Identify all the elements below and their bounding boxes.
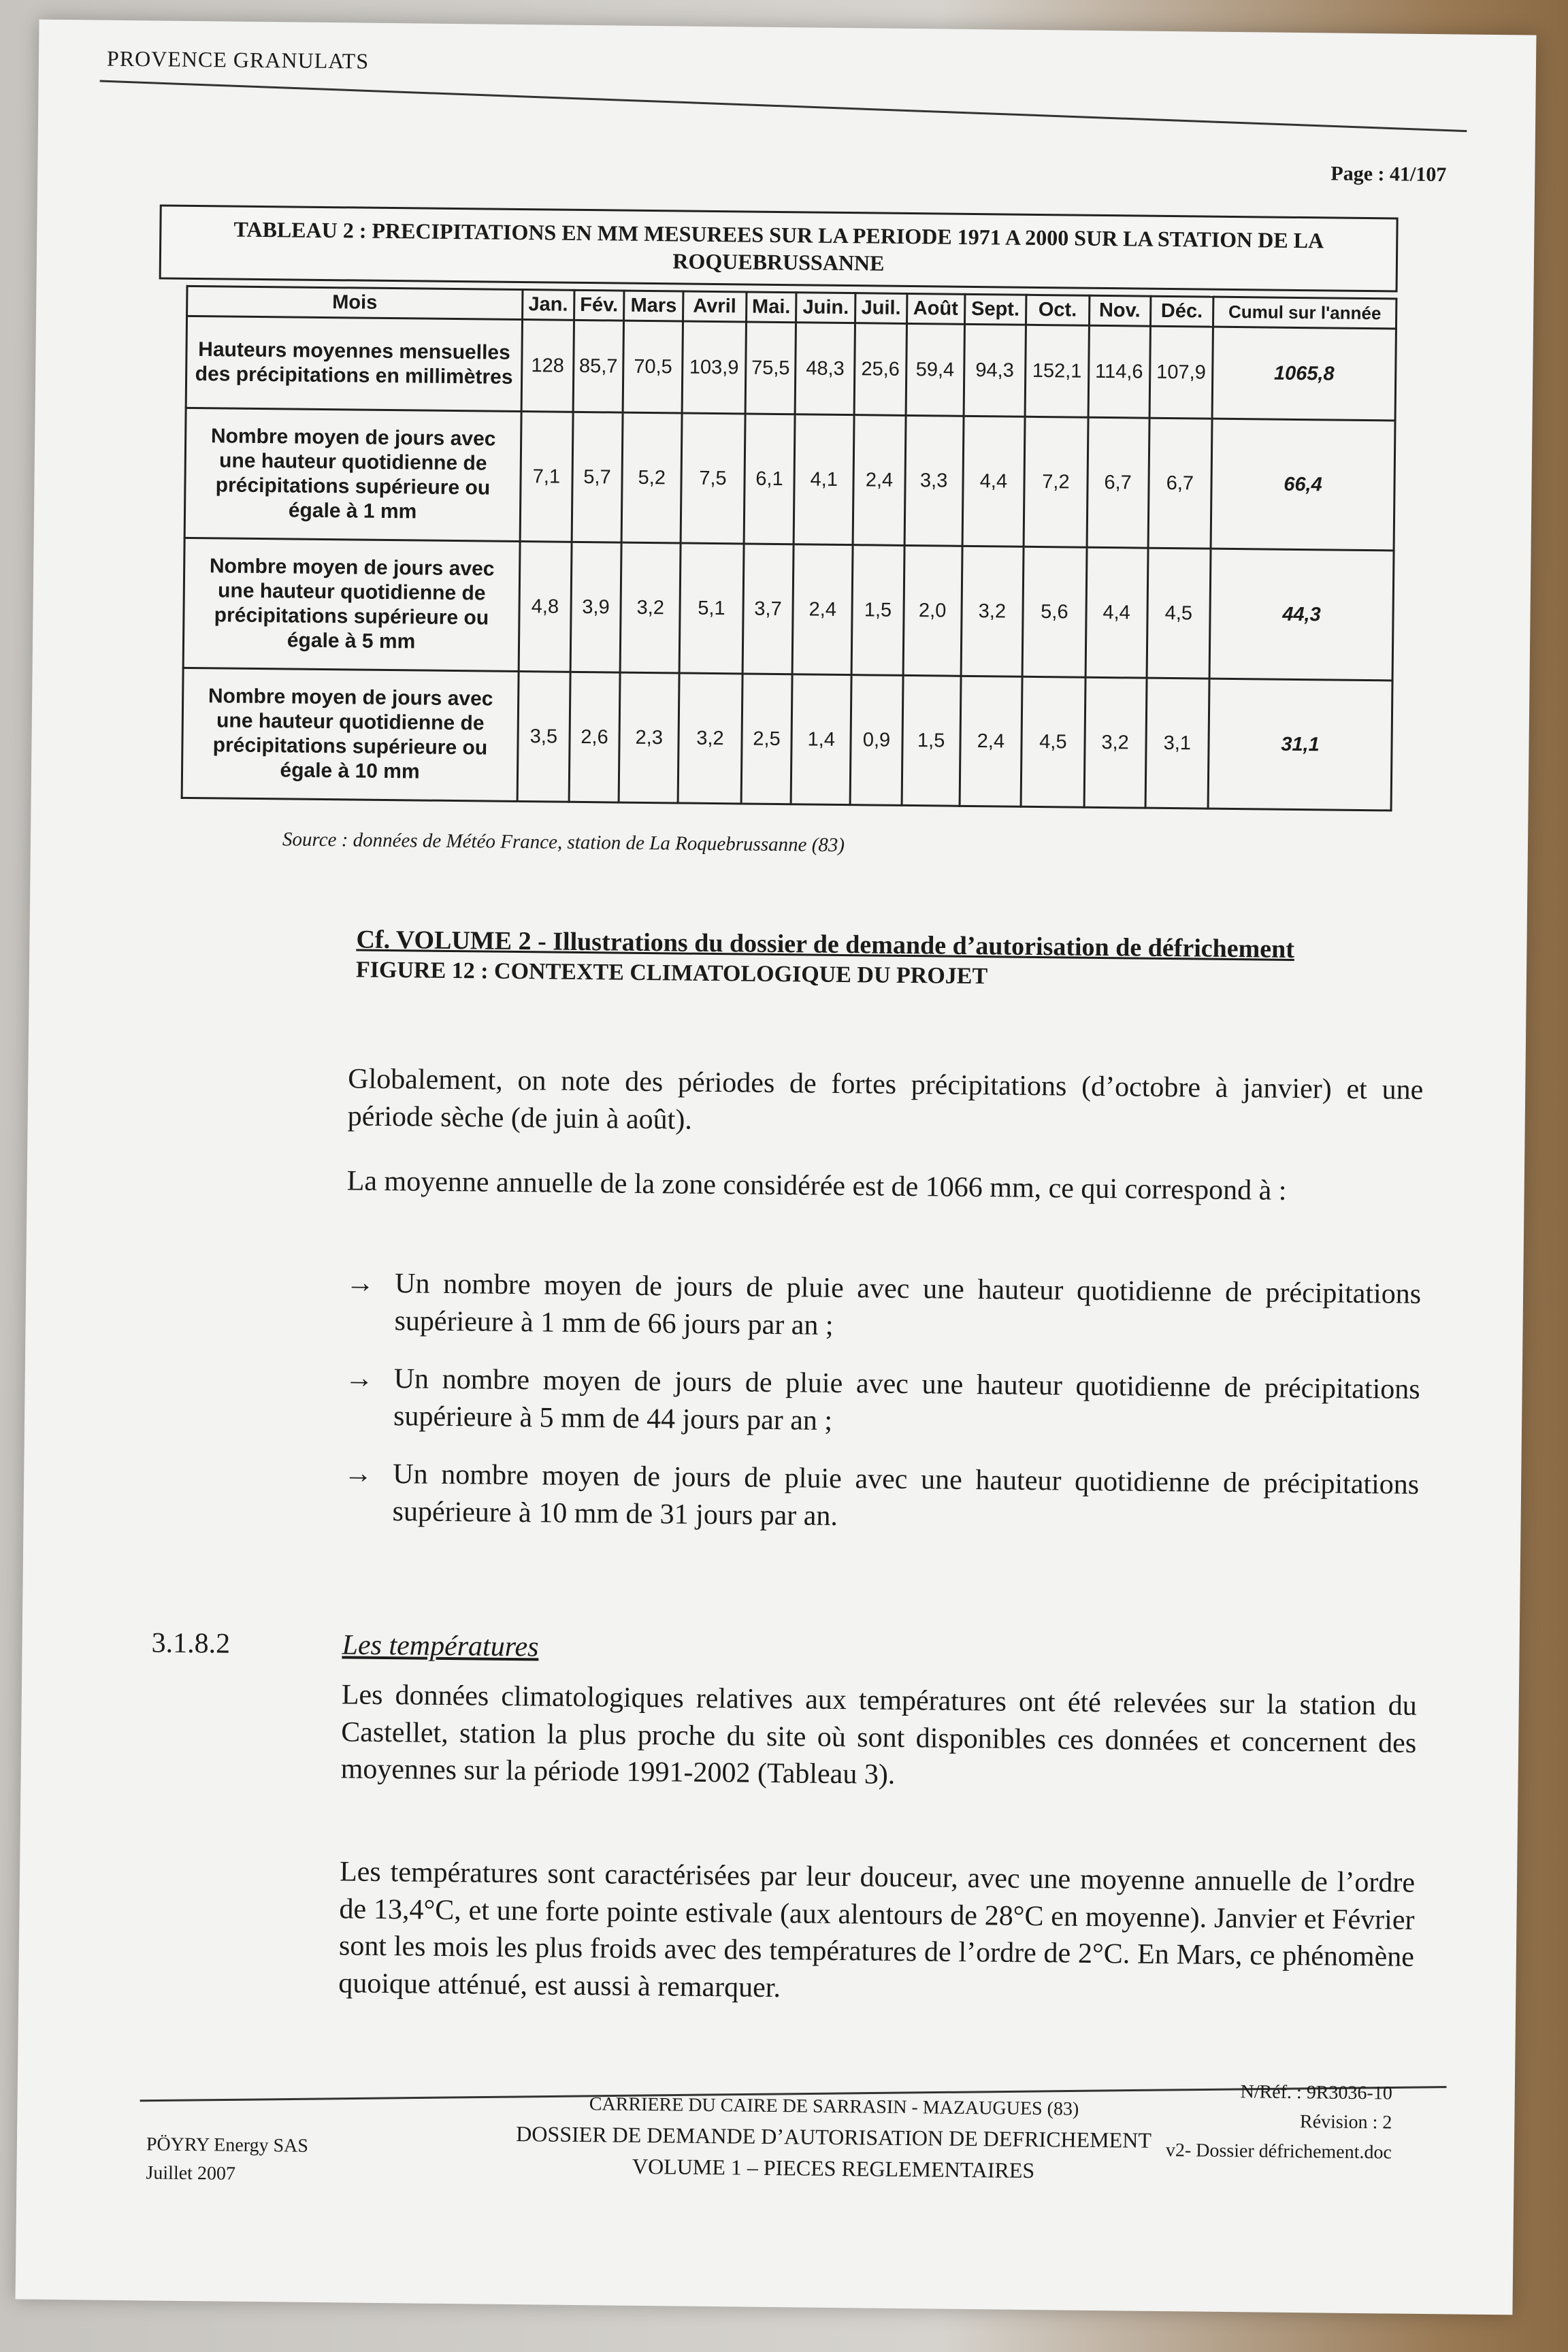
row-label: Nombre moyen de jours avec une hauteur quotidienne de précipitations supérieure ou égale à 5 mm [183, 538, 520, 671]
table-cell: 48,3 [795, 323, 855, 415]
bullet-text: Un nombre moyen de jours de pluie avec une hauteur quotidienne de précipitations supérieure à 10 mm de 31 jours par an. [392, 1458, 1420, 1532]
table-row [183, 538, 1394, 681]
table-cell: 2,3 [619, 672, 679, 803]
table-cell: 114,6 [1088, 325, 1150, 418]
footer-date: Juillet 2007 [146, 2162, 236, 2185]
bullet-item [343, 1455, 1419, 1541]
paragraph: Globalement, on note des périodes de fortes précipitations (d’octobre à janvier) et une période sèche (de juin à août). [347, 1063, 1424, 1136]
table-cell: 2,4 [960, 676, 1023, 806]
table-cell: 1,5 [851, 545, 904, 676]
header-cell: Jan. [523, 290, 574, 321]
header-cell: Nov. [1089, 295, 1150, 326]
table-cell: 6,1 [744, 414, 796, 544]
table-row [182, 668, 1392, 811]
table-cell: 7,2 [1024, 416, 1088, 547]
table-cell: 3,2 [1084, 677, 1147, 808]
table-cell: 103,9 [682, 321, 746, 414]
table-cell: 0,9 [850, 675, 903, 806]
table-cell: 5,7 [572, 412, 623, 542]
header-cell: Déc. [1150, 296, 1213, 327]
table-cell: 3,2 [961, 546, 1024, 676]
table-cell: 94,3 [964, 324, 1026, 416]
table-cell: 4,5 [1147, 548, 1211, 679]
footer-right [1166, 2076, 1392, 2168]
header-cell: Mois [187, 286, 523, 319]
footer-left [146, 2130, 308, 2189]
cross-reference: Cf. VOLUME 2 - Illustrations du dossier de demande d’autorisation de défrichement [356, 925, 1295, 964]
arrow-icon: → [344, 1458, 373, 1490]
table-cell: 25,6 [854, 323, 906, 416]
row-label: Hauteurs moyennes mensuelles des précipitations en millimètres [186, 316, 522, 411]
bullet-item [344, 1360, 1420, 1446]
table-cell: 59,4 [906, 323, 964, 416]
page-number: Page : 41/107 [1330, 162, 1447, 186]
table-cell: 1,5 [902, 675, 961, 806]
header-cell: Avril [683, 291, 747, 322]
table-cell: 1,4 [791, 674, 851, 805]
table-cell: 3,3 [904, 415, 964, 546]
table-cell: 4,4 [1085, 547, 1148, 678]
header-company: PROVENCE GRANULATS [106, 46, 370, 74]
section-number: 3.1.8.2 [151, 1627, 231, 1660]
header-cell: Oct. [1026, 295, 1090, 325]
section-title: Les températures [342, 1629, 539, 1663]
table-cell: 152,1 [1025, 325, 1089, 417]
table-cell: 2,4 [792, 544, 853, 675]
table-cell: 7,5 [681, 413, 745, 544]
header-cell: Cumul sur l'année [1213, 297, 1396, 329]
footer-file: v2- Dossier défrichement.doc [1165, 2139, 1392, 2163]
table-cell: 107,9 [1149, 326, 1213, 419]
table-cell-total: 1065,8 [1212, 327, 1396, 421]
footer-revision: Révision : 2 [1299, 2111, 1392, 2134]
table-cell: 3,2 [620, 542, 681, 673]
table-cell: 3,5 [517, 672, 570, 802]
paragraph: Les données climatologiques relatives aux températures ont été relevées sur la station du Castellet, station la plus proche du site où sont disponibles ces données et concernent des moyennes sur la période 1991-2002 (Tableau 3). [340, 1679, 1417, 1791]
header-cell: Août [906, 293, 964, 324]
table-cell: 128 [521, 320, 574, 412]
footer-center [493, 2090, 1174, 2188]
header-cell: Fév. [574, 290, 624, 321]
footer-volume: VOLUME 1 – PIECES REGLEMENTAIRES [632, 2153, 1035, 2183]
table-cell: 6,7 [1148, 418, 1212, 549]
footer-project: CARRIERE DU CAIRE DE SARRASIN - MAZAUGUES (83) [589, 2093, 1079, 2120]
header-cell: Juin. [796, 293, 855, 323]
row-label: Nombre moyen de jours avec une hauteur quotidienne de précipitations supérieure ou égale à 1 mm [184, 408, 521, 541]
arrow-icon: → [344, 1362, 374, 1394]
table-cell: 4,8 [519, 542, 572, 672]
table-cell: 2,5 [741, 674, 793, 804]
table-cell: 5,6 [1022, 546, 1086, 677]
table-cell: 3,2 [678, 673, 742, 804]
table-row [184, 408, 1395, 551]
table-row [186, 316, 1396, 421]
table-cell: 70,5 [623, 321, 683, 413]
header-cell: Sept. [964, 294, 1026, 325]
paragraph: La moyenne annuelle de la zone considérée est de 1066 mm, ce qui correspond à : [346, 1165, 1287, 1207]
header-rule [100, 80, 1467, 133]
footer-company: PÖYRY Energy SAS [146, 2134, 309, 2157]
row-label: Nombre moyen de jours avec une hauteur quotidienne de précipitations supérieure ou égale à 10 mm [182, 668, 519, 801]
header-cell: Mars [624, 291, 683, 321]
figure-caption: FIGURE 12 : CONTEXTE CLIMATOLOGIQUE DU PROJET [355, 957, 988, 990]
table-cell: 85,7 [573, 320, 624, 412]
table-title-text: TABLEAU 2 : PRECIPITATIONS EN MM MESUREES SUR LA PERIODE 1971 A 2000 SUR LA STATION DE LA ROQUEBRUSSANNE [233, 216, 1324, 276]
table-cell-total: 66,4 [1211, 419, 1395, 551]
table-cell: 4,4 [962, 416, 1026, 546]
table-cell-total: 44,3 [1209, 549, 1394, 681]
table-cell: 3,1 [1145, 678, 1209, 808]
paragraph: Les températures sont caractérisées par leur douceur, avec une moyenne annuelle de l’ordre de 13,4°C, et une forte pointe estivale (aux alentours de 28°C en moyenne). Janvier et Février sont les mois les plus froids avec des températures de l’ordre de 2°C. En Mars, ce phénomène quoique atténué, est aussi à remarquer. [338, 1856, 1416, 2004]
header-cell: Juil. [855, 293, 907, 324]
precipitation-table [181, 285, 1398, 812]
table-cell: 2,4 [853, 415, 906, 546]
table-cell-total: 31,1 [1208, 679, 1392, 811]
table-cell: 5,2 [621, 412, 682, 543]
table-cell: 5,1 [679, 543, 743, 674]
footer-dossier: DOSSIER DE DEMANDE D’AUTORISATION DE DEFRICHEMENT [516, 2121, 1152, 2153]
bullet-text: Un nombre moyen de jours de pluie avec une hauteur quotidienne de précipitations supérieure à 5 mm de 44 jours par an ; [393, 1363, 1420, 1437]
table-source: Source : données de Météo France, station de La Roquebrussanne (83) [282, 828, 845, 857]
footer-ref: N/Réf. : 9R3036-10 [1240, 2081, 1392, 2104]
table-cell: 4,5 [1021, 676, 1085, 807]
header-cell: Mai. [746, 292, 796, 323]
table-cell: 3,7 [742, 544, 794, 674]
table-cell: 2,6 [569, 672, 621, 802]
arrow-icon: → [345, 1267, 375, 1299]
table-title [159, 204, 1399, 292]
table-cell: 3,9 [570, 542, 622, 672]
bullet-text: Un nombre moyen de jours de pluie avec une hauteur quotidienne de précipitations supérieure à 1 mm de 66 jours par an ; [394, 1268, 1422, 1341]
table-cell: 2,0 [903, 545, 962, 676]
bullet-item [345, 1264, 1421, 1350]
document-page [16, 20, 1537, 2315]
table-cell: 4,1 [794, 414, 854, 545]
table-cell: 7,1 [520, 412, 573, 542]
table-cell: 6,7 [1087, 417, 1149, 548]
table-cell: 75,5 [745, 322, 796, 414]
